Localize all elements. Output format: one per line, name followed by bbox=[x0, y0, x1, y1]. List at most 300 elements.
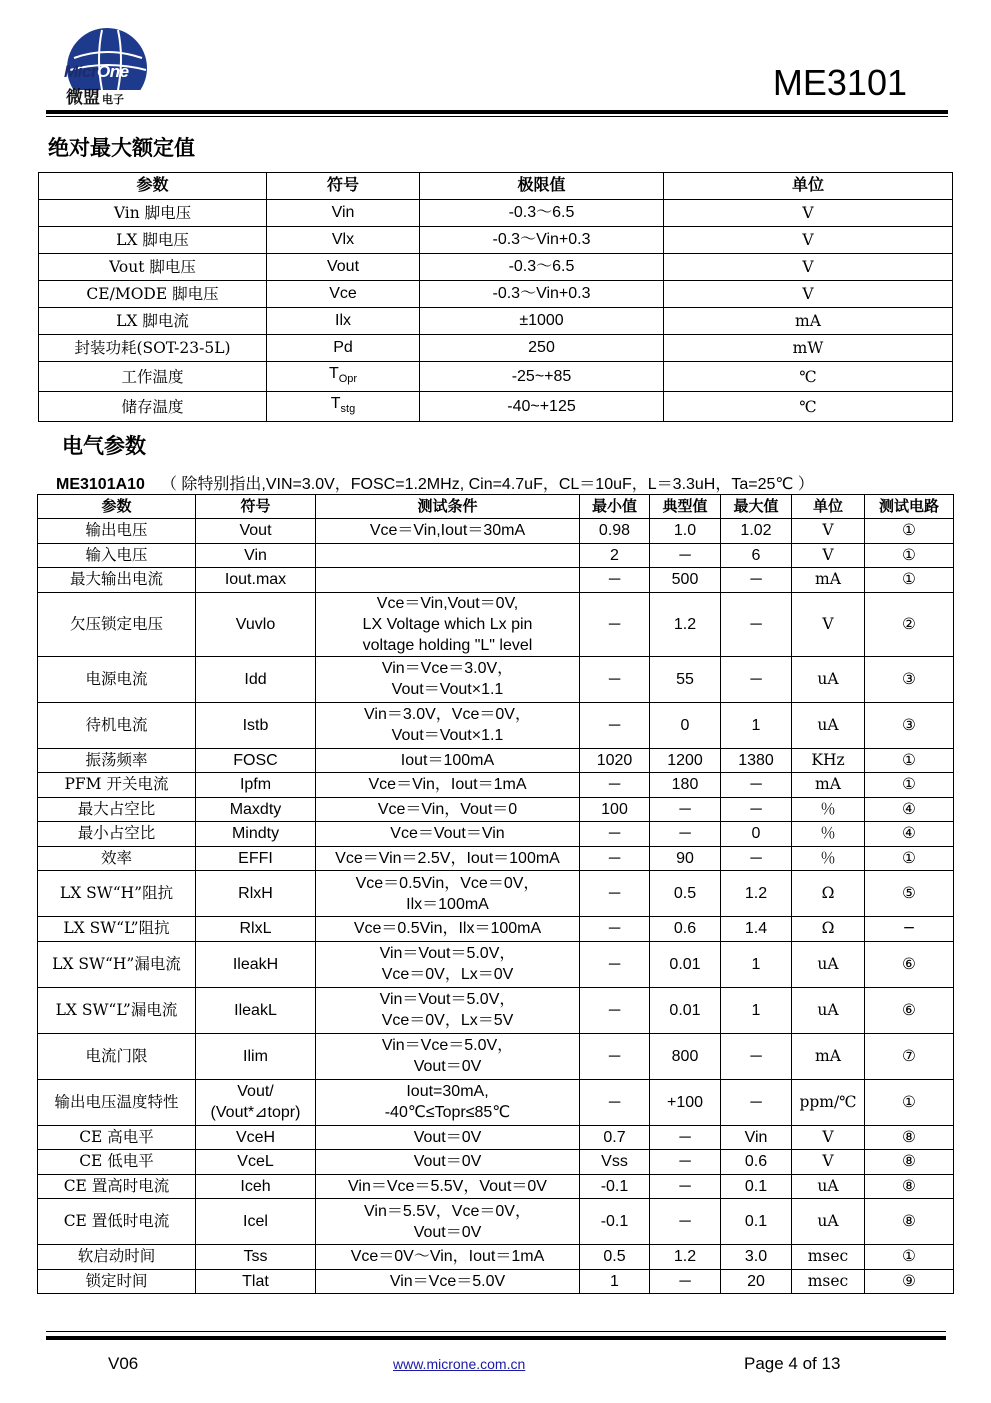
condition-cell bbox=[316, 1150, 580, 1175]
condition-cell bbox=[316, 1033, 580, 1079]
table-header-row bbox=[39, 173, 953, 200]
symbol-cell: Iceh bbox=[196, 1174, 316, 1199]
condition-cell bbox=[316, 846, 580, 871]
max-cell: ─ bbox=[721, 1033, 792, 1079]
max-cell: 1.02 bbox=[721, 519, 792, 544]
param-cell: 待机电流 bbox=[38, 702, 196, 748]
max-cell: ─ bbox=[721, 797, 792, 822]
param-cell: 输出电压 bbox=[38, 519, 196, 544]
table-row bbox=[39, 308, 953, 335]
condition-cell bbox=[316, 543, 580, 568]
table-row bbox=[38, 656, 954, 702]
symbol-cell bbox=[267, 254, 420, 281]
table-row bbox=[38, 941, 954, 987]
unit-cell: uA bbox=[792, 702, 865, 748]
symbol-text: Pd bbox=[333, 339, 353, 356]
condition-line: Iout=30mA, bbox=[406, 1083, 489, 1100]
table-row bbox=[38, 797, 954, 822]
symbol-cell: Maxdty bbox=[196, 797, 316, 822]
condition-line: Vce＝Vin,Vout＝0V, bbox=[376, 594, 519, 612]
table-row bbox=[39, 362, 953, 392]
param-cell: 软启动时间 bbox=[38, 1245, 196, 1270]
unit-cell: V bbox=[664, 200, 953, 227]
table-row bbox=[38, 987, 954, 1033]
circuit-cell: ⑦ bbox=[865, 1033, 954, 1079]
param-cell: 效率 bbox=[38, 846, 196, 871]
condition-cell bbox=[316, 773, 580, 798]
table-row bbox=[39, 227, 953, 254]
unit-cell: ℃ bbox=[664, 362, 953, 392]
limit-cell: -0.3～6.5 bbox=[420, 200, 664, 227]
circuit-cell: ─ bbox=[865, 917, 954, 942]
min-cell: ─ bbox=[580, 917, 650, 942]
min-cell: -0.1 bbox=[580, 1199, 650, 1245]
max-cell: ─ bbox=[721, 592, 792, 656]
symbol-cell: Mindty bbox=[196, 822, 316, 847]
param-cell: Vin 脚电压 bbox=[39, 200, 267, 227]
typ-cell: ─ bbox=[650, 797, 721, 822]
unit-cell: Ω bbox=[792, 871, 865, 917]
header-cell: 测试条件 bbox=[316, 495, 580, 519]
circuit-cell: ① bbox=[865, 748, 954, 773]
header-cell: 极限值 bbox=[420, 173, 664, 200]
unit-cell: mW bbox=[664, 335, 953, 362]
condition-line: Vout＝Vout×1.1 bbox=[391, 727, 504, 744]
part-number-title: ME3101 bbox=[772, 62, 907, 103]
condition-line: Vout＝0V bbox=[413, 1153, 482, 1171]
condition-cell bbox=[316, 1174, 580, 1199]
max-cell: 0.6 bbox=[721, 1150, 792, 1175]
limit-cell: -0.3～Vin+0.3 bbox=[420, 281, 664, 308]
condition-cell bbox=[316, 1125, 580, 1150]
param-cell: LX SW“L”漏电流 bbox=[38, 987, 196, 1033]
param-cell: 封装功耗(SOT-23-5L) bbox=[39, 335, 267, 362]
limit-cell: -40~+125 bbox=[420, 392, 664, 422]
symbol-cell: RlxL bbox=[196, 917, 316, 942]
elec-title: 电气参数 bbox=[62, 434, 146, 458]
typ-cell: 0.6 bbox=[650, 917, 721, 942]
condition-cell bbox=[316, 568, 580, 593]
footer-rule-thin bbox=[46, 1331, 946, 1332]
circuit-cell: ⑥ bbox=[865, 987, 954, 1033]
max-cell: 20 bbox=[721, 1269, 792, 1294]
min-cell: ─ bbox=[580, 773, 650, 798]
min-cell: ─ bbox=[580, 846, 650, 871]
table-header-row bbox=[38, 495, 954, 519]
circuit-cell: ④ bbox=[865, 797, 954, 822]
max-cell: 1.4 bbox=[721, 917, 792, 942]
header-cell: 最小值 bbox=[580, 495, 650, 519]
condition-line: Vce＝Vin,Iout＝30mA bbox=[369, 522, 526, 540]
table-row bbox=[39, 254, 953, 281]
min-cell: 2 bbox=[580, 543, 650, 568]
max-cell: 3.0 bbox=[721, 1245, 792, 1270]
max-cell: ─ bbox=[721, 568, 792, 593]
header-rule-thin bbox=[46, 116, 948, 117]
logo-english-text: MicrOne bbox=[64, 62, 129, 81]
max-cell: 6 bbox=[721, 543, 792, 568]
condition-cell bbox=[316, 592, 580, 656]
condition-line: Vout＝0V bbox=[413, 1058, 482, 1075]
typ-cell: ─ bbox=[650, 543, 721, 568]
condition-cell bbox=[316, 871, 580, 917]
symbol-cell: IleakL bbox=[196, 987, 316, 1033]
min-cell: 0.5 bbox=[580, 1245, 650, 1270]
circuit-cell: ① bbox=[865, 543, 954, 568]
max-cell: Vin bbox=[721, 1125, 792, 1150]
param-cell: LX 脚电流 bbox=[39, 308, 267, 335]
circuit-cell: ⑧ bbox=[865, 1125, 954, 1150]
unit-cell: ppm/℃ bbox=[792, 1079, 865, 1125]
min-cell: ─ bbox=[580, 941, 650, 987]
unit-cell: msec bbox=[792, 1245, 865, 1270]
min-cell: ─ bbox=[580, 568, 650, 593]
unit-cell: V bbox=[664, 227, 953, 254]
typ-cell: 0.01 bbox=[650, 987, 721, 1033]
condition-line: Vce＝Vin，Iout＝1mA bbox=[368, 776, 527, 794]
condition-line: Vce＝0.5Vin，Vce＝0V， bbox=[355, 874, 540, 892]
typ-cell: 0.5 bbox=[650, 871, 721, 917]
min-cell: Vss bbox=[580, 1150, 650, 1175]
typ-cell: ─ bbox=[650, 1174, 721, 1199]
table-row bbox=[38, 748, 954, 773]
circuit-cell: ① bbox=[865, 1079, 954, 1125]
symbol-cell: Idd bbox=[196, 656, 316, 702]
symbol-text: Vce bbox=[329, 285, 357, 302]
header-cell: 单位 bbox=[792, 495, 865, 519]
symbol-cell: Icel bbox=[196, 1199, 316, 1245]
typ-cell: 90 bbox=[650, 846, 721, 871]
limit-cell: -0.3～Vin+0.3 bbox=[420, 227, 664, 254]
condition-cell bbox=[316, 797, 580, 822]
max-cell: 0 bbox=[721, 822, 792, 847]
unit-cell: V bbox=[792, 519, 865, 544]
typ-cell: 1.2 bbox=[650, 1245, 721, 1270]
unit-cell: mA bbox=[792, 568, 865, 593]
min-cell: ─ bbox=[580, 822, 650, 847]
param-cell: CE 高电平 bbox=[38, 1125, 196, 1150]
table-row bbox=[38, 1245, 954, 1270]
condition-line: Vin＝3.0V，Vce＝0V， bbox=[364, 706, 531, 723]
unit-cell: ％ bbox=[792, 797, 865, 822]
table-row bbox=[38, 822, 954, 847]
limit-cell: -0.3～6.5 bbox=[420, 254, 664, 281]
param-cell: LX SW“H”漏电流 bbox=[38, 941, 196, 987]
typ-cell: 1.2 bbox=[650, 592, 721, 656]
table-row bbox=[38, 773, 954, 798]
symbol-text: Vlx bbox=[331, 231, 355, 248]
min-cell: 1 bbox=[580, 1269, 650, 1294]
typ-cell: 500 bbox=[650, 568, 721, 593]
typ-cell: 800 bbox=[650, 1033, 721, 1079]
circuit-cell: ① bbox=[865, 846, 954, 871]
unit-cell: Ω bbox=[792, 917, 865, 942]
param-cell: LX SW“H”阻抗 bbox=[38, 871, 196, 917]
typ-cell: ─ bbox=[650, 822, 721, 847]
table-row bbox=[38, 1125, 954, 1150]
param-cell: 最小占空比 bbox=[38, 822, 196, 847]
typ-cell: 55 bbox=[650, 656, 721, 702]
symbol-cell bbox=[267, 335, 420, 362]
unit-cell: uA bbox=[792, 941, 865, 987]
electrical-table bbox=[37, 494, 954, 1294]
condition-line: Vce＝Vin＝2.5V，Iout＝100mA bbox=[335, 849, 560, 867]
unit-cell: ℃ bbox=[664, 392, 953, 422]
unit-cell: V bbox=[664, 281, 953, 308]
condition-line: Vout＝0V bbox=[413, 1128, 482, 1146]
test-conditions-line bbox=[56, 471, 814, 494]
min-cell: ─ bbox=[580, 592, 650, 656]
company-logo bbox=[62, 28, 152, 107]
symbol-cell: Vout/ (Vout*⊿topr) bbox=[196, 1079, 316, 1125]
max-cell: 1 bbox=[721, 941, 792, 987]
circuit-cell: ③ bbox=[865, 656, 954, 702]
circuit-cell: ⑤ bbox=[865, 871, 954, 917]
table-row bbox=[38, 846, 954, 871]
symbol-cell bbox=[267, 392, 420, 422]
symbol-cell: Ipfm bbox=[196, 773, 316, 798]
header-cell: 参数 bbox=[38, 495, 196, 519]
circuit-cell: ④ bbox=[865, 822, 954, 847]
header-cell: 典型值 bbox=[650, 495, 721, 519]
header-rule bbox=[46, 110, 948, 114]
unit-cell: ％ bbox=[792, 822, 865, 847]
unit-cell: V bbox=[792, 592, 865, 656]
symbol-cell: Tss bbox=[196, 1245, 316, 1270]
condition-cell bbox=[316, 941, 580, 987]
circuit-cell: ⑧ bbox=[865, 1199, 954, 1245]
condition-line: LX Voltage which Lx pin bbox=[362, 615, 533, 633]
unit-cell: mA bbox=[792, 773, 865, 798]
condition-line: Vin＝Vce＝5.0V， bbox=[381, 1037, 514, 1054]
symbol-cell: VceL bbox=[196, 1150, 316, 1175]
condition-line: Vin＝5.5V，Vce＝0V， bbox=[364, 1202, 531, 1220]
max-cell: 1.2 bbox=[721, 871, 792, 917]
param-cell: PFM 开关电流 bbox=[38, 773, 196, 798]
limit-cell: 250 bbox=[420, 335, 664, 362]
typ-cell: 0 bbox=[650, 702, 721, 748]
symbol-text: T bbox=[328, 365, 339, 382]
condition-line: Vce＝0V，Lx＝0V bbox=[381, 966, 514, 983]
condition-cell bbox=[316, 656, 580, 702]
min-cell: ─ bbox=[580, 702, 650, 748]
circuit-cell: ⑧ bbox=[865, 1174, 954, 1199]
condition-cell bbox=[316, 519, 580, 544]
symbol-cell bbox=[267, 308, 420, 335]
circuit-cell: ① bbox=[865, 1245, 954, 1270]
table-row bbox=[38, 519, 954, 544]
limit-cell: ±1000 bbox=[420, 308, 664, 335]
max-cell: ─ bbox=[721, 1079, 792, 1125]
table-row bbox=[38, 543, 954, 568]
table-row bbox=[38, 1150, 954, 1175]
unit-cell: V bbox=[664, 254, 953, 281]
symbol-cell bbox=[267, 362, 420, 392]
condition-cell bbox=[316, 702, 580, 748]
symbol-cell: Vin bbox=[196, 543, 316, 568]
param-cell: CE 低电平 bbox=[38, 1150, 196, 1175]
min-cell: ─ bbox=[580, 1079, 650, 1125]
condition-line: Vin＝Vce＝5.5V，Vout＝0V bbox=[348, 1177, 547, 1195]
symbol-cell: Iout.max bbox=[196, 568, 316, 593]
table-row bbox=[38, 702, 954, 748]
header-cell: 单位 bbox=[664, 173, 953, 200]
condition-line: Ilx＝100mA bbox=[406, 895, 489, 913]
param-cell: Vout 脚电压 bbox=[39, 254, 267, 281]
condition-cell bbox=[316, 822, 580, 847]
condition-line: Vce＝Vin，Vout＝0 bbox=[377, 800, 518, 818]
symbol-cell: EFFI bbox=[196, 846, 316, 871]
max-cell: 0.1 bbox=[721, 1174, 792, 1199]
param-cell: LX SW“L”阻抗 bbox=[38, 917, 196, 942]
condition-line: Vin＝Vce＝3.0V， bbox=[381, 660, 514, 677]
unit-cell: KHz bbox=[792, 748, 865, 773]
symbol-cell: FOSC bbox=[196, 748, 316, 773]
condition-cell bbox=[316, 987, 580, 1033]
page-number: Page 4 of 13 bbox=[744, 1354, 841, 1373]
condition-cell bbox=[316, 748, 580, 773]
typ-cell: ─ bbox=[650, 1150, 721, 1175]
param-cell: CE 置低时电流 bbox=[38, 1199, 196, 1245]
circuit-cell: ① bbox=[865, 568, 954, 593]
unit-cell: mA bbox=[664, 308, 953, 335]
general-conditions: （ 除特别指出,VIN=3.0V，FOSC=1.2MHz, Cin=4.7uF，CL＝10uF，L＝3.3uH，Ta=25℃ ） bbox=[160, 476, 814, 493]
param-cell: 储存温度 bbox=[39, 392, 267, 422]
symbol-cell: VceH bbox=[196, 1125, 316, 1150]
limit-cell: -25~+85 bbox=[420, 362, 664, 392]
symbol-cell bbox=[267, 227, 420, 254]
header-cell: 测试电路 bbox=[865, 495, 954, 519]
max-cell: 1 bbox=[721, 987, 792, 1033]
typ-cell: ─ bbox=[650, 1125, 721, 1150]
condition-line: Vin＝Vout＝5.0V， bbox=[379, 991, 516, 1008]
unit-cell: msec bbox=[792, 1269, 865, 1294]
typ-cell: 0.01 bbox=[650, 941, 721, 987]
param-cell: CE/MODE 脚电压 bbox=[39, 281, 267, 308]
table-row bbox=[38, 1174, 954, 1199]
table-row bbox=[38, 871, 954, 917]
param-cell: 锁定时间 bbox=[38, 1269, 196, 1294]
table-row bbox=[38, 568, 954, 593]
condition-cell bbox=[316, 1245, 580, 1270]
circuit-cell: ① bbox=[865, 773, 954, 798]
table-row bbox=[39, 200, 953, 227]
symbol-text: Vout bbox=[326, 258, 360, 275]
param-cell: 输入电压 bbox=[38, 543, 196, 568]
symbol-cell: RlxH bbox=[196, 871, 316, 917]
condition-cell bbox=[316, 1199, 580, 1245]
condition-cell bbox=[316, 1269, 580, 1294]
param-cell: CE 置高时电流 bbox=[38, 1174, 196, 1199]
min-cell: ─ bbox=[580, 656, 650, 702]
symbol-text: T bbox=[330, 395, 341, 413]
table-row bbox=[38, 917, 954, 942]
param-cell: 电源电流 bbox=[38, 656, 196, 702]
max-cell: 1 bbox=[721, 702, 792, 748]
param-cell: 最大输出电流 bbox=[38, 568, 196, 593]
abs-max-table bbox=[38, 172, 953, 422]
circuit-cell: ③ bbox=[865, 702, 954, 748]
condition-line: Vout＝0V bbox=[413, 1223, 482, 1241]
param-cell: 振荡频率 bbox=[38, 748, 196, 773]
param-cell: 最大占空比 bbox=[38, 797, 196, 822]
abs-max-title: 绝对最大额定值 bbox=[48, 136, 195, 160]
unit-cell: mA bbox=[792, 1033, 865, 1079]
table-row bbox=[38, 592, 954, 656]
min-cell: 0.7 bbox=[580, 1125, 650, 1150]
logo-chinese-text: 微盟 电子 bbox=[66, 88, 124, 107]
table-row bbox=[38, 1033, 954, 1079]
symbol-cell: Istb bbox=[196, 702, 316, 748]
param-cell: 电流门限 bbox=[38, 1033, 196, 1079]
condition-line: -40℃≤Topr≤85℃ bbox=[384, 1104, 511, 1121]
min-cell: 100 bbox=[580, 797, 650, 822]
max-cell: ─ bbox=[721, 656, 792, 702]
condition-line: Iout＝100mA bbox=[400, 751, 495, 769]
condition-line: Vout＝Vout×1.1 bbox=[391, 681, 504, 698]
symbol-subscript: Opr bbox=[338, 373, 358, 386]
symbol-cell: Vout bbox=[196, 519, 316, 544]
unit-cell: uA bbox=[792, 1199, 865, 1245]
table-row bbox=[38, 1079, 954, 1125]
param-cell: 欠压锁定电压 bbox=[38, 592, 196, 656]
header-cell: 参数 bbox=[39, 173, 267, 200]
version-label: V06 bbox=[108, 1354, 139, 1373]
table-row bbox=[39, 281, 953, 308]
unit-cell: uA bbox=[792, 1174, 865, 1199]
condition-line: Vce＝0.5Vin，Ilx＝100mA bbox=[353, 920, 542, 938]
unit-cell: uA bbox=[792, 656, 865, 702]
symbol-cell: Vuvlo bbox=[196, 592, 316, 656]
max-cell: 0.1 bbox=[721, 1199, 792, 1245]
table-row bbox=[39, 335, 953, 362]
typ-cell: 180 bbox=[650, 773, 721, 798]
model-number: ME3101A10 bbox=[56, 476, 145, 493]
unit-cell: V bbox=[792, 1150, 865, 1175]
condition-line: Vin＝Vce＝5.0V bbox=[389, 1272, 506, 1290]
min-cell: ─ bbox=[580, 871, 650, 917]
header-cell: 最大值 bbox=[721, 495, 792, 519]
condition-line: Vce＝Vout＝Vin bbox=[390, 825, 505, 843]
symbol-cell: Tlat bbox=[196, 1269, 316, 1294]
symbol-text: Vin bbox=[331, 204, 355, 221]
max-cell: ─ bbox=[721, 773, 792, 798]
circuit-cell: ② bbox=[865, 592, 954, 656]
header-cell: 符号 bbox=[267, 173, 420, 200]
unit-cell: V bbox=[792, 543, 865, 568]
circuit-cell: ⑧ bbox=[865, 1150, 954, 1175]
symbol-cell bbox=[267, 281, 420, 308]
circuit-cell: ⑨ bbox=[865, 1269, 954, 1294]
param-cell: LX 脚电压 bbox=[39, 227, 267, 254]
typ-cell: +100 bbox=[650, 1079, 721, 1125]
symbol-subscript: stg bbox=[340, 403, 356, 416]
condition-line: Vin＝Vout＝5.0V， bbox=[379, 945, 516, 962]
table-row bbox=[38, 1269, 954, 1294]
circuit-cell: ⑥ bbox=[865, 941, 954, 987]
typ-cell: 1.0 bbox=[650, 519, 721, 544]
condition-cell bbox=[316, 917, 580, 942]
header-cell: 符号 bbox=[196, 495, 316, 519]
unit-cell: V bbox=[792, 1125, 865, 1150]
website-link[interactable]: www.microne.com.cn bbox=[393, 1356, 526, 1372]
table-row bbox=[38, 1199, 954, 1245]
condition-line: Vce＝0V，Lx＝5V bbox=[381, 1012, 514, 1029]
condition-line: voltage holding "L" level bbox=[362, 636, 533, 654]
symbol-cell: Ilim bbox=[196, 1033, 316, 1079]
condition-line: Vce＝0V～Vin，Iout＝1mA bbox=[350, 1248, 545, 1266]
min-cell: 1020 bbox=[580, 748, 650, 773]
